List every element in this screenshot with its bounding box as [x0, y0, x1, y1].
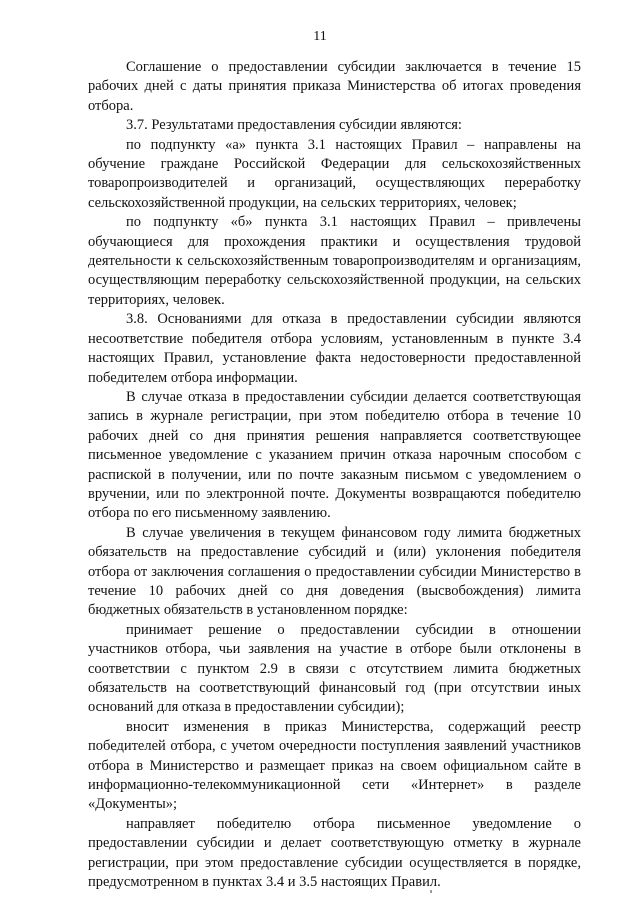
paragraph-subpoint-b: по подпункту «б» пункта 3.1 настоящих Правил – привлечены обучающиеся для прохождения практики и осуществления трудовой деятельности к сельскохозяйственным товаропроизводителям и организациям, осуществляющим переработку сельскохозяйственной продукции, на сельских территориях, человек.: [88, 214, 581, 308]
document-body: [88, 58, 581, 892]
paragraph-subpoint-a: по подпункту «а» пункта 3.1 настоящих Правил – направлены на обучение граждане Российской Федерации для сельскохозяйственных товаропроизводителей и организаций, осуществляющих переработку сельскохозяйственной продукции, на сельских территориях, человек;: [88, 136, 581, 211]
paragraph-agreement-term: Соглашение о предоставлении субсидии заключается в течение 15 рабочих дней с даты принятия приказа Министерства об итогах проведения отбора.: [88, 59, 581, 114]
paragraph-notification: направляет победителю отбора письменное уведомление о предоставлении субсидии и делает соответствующую отметку в журнале регистрации, при этом предоставление субсидии осуществляется в порядке, предусмотренном в пунктах 3.4 и 3.5 настоящих Правил.: [88, 815, 581, 891]
paragraph-refusal-procedure: В случае отказа в предоставлении субсидии делается соответствующая запись в журнале регистрации, при этом победителю отбора в течение 10 рабочих дней со дня принятия решения направляется соответствующее письменное уведомление с указанием причин отказа нарочным способом с распиской в получении, или по почте заказным письмом с уведомлением о вручении, или по электронной почте. Документы возвращаются победителю отбора по его письменному заявлению.: [88, 388, 581, 522]
paragraph-order-changes: вносит изменения в приказ Министерства, содержащий реестр победителей отбора, с учетом очередности поступления заявлений участников отбора в Министерство и размещает приказ на своем официальном сайте в информационно-телекоммуникационной сети «Интернет» в разделе «Документы»;: [88, 718, 581, 813]
paragraph-decision: принимает решение о предоставлении субсидии в отношении участников отбора, чьи заявления на участие в отборе были отклонены в соответствии с пунктом 2.9 в связи с отсутствием лимита бюджетных обязательств на соответствующий финансовый год (при отсутствии иных оснований для отказа в предоставлении субсидии);: [88, 621, 581, 716]
page-number: 11: [313, 29, 327, 44]
paragraph-limit-increase: В случае увеличения в текущем финансовом году лимита бюджетных обязательств на предоставление субсидий и (или) уклонения победителя отбора от заключения соглашения о предоставлении субсидии Министерство в течение 10 рабочих дней со дня доведения (высвобождения) лимита бюджетных обязательств в установленном порядке:: [88, 524, 581, 619]
paragraph-3-7-heading: 3.7. Результатами предоставления субсидии являются:: [126, 117, 462, 134]
scan-speck: [430, 890, 432, 893]
paragraph-3-8-refusal-grounds: 3.8. Основаниями для отказа в предоставлении субсидии являются несоответствие победителя отбора условиям, установленным в пункте 3.4 настоящих Правил, установление факта недостоверности предоставленной победителем отбора информации.: [88, 311, 581, 386]
